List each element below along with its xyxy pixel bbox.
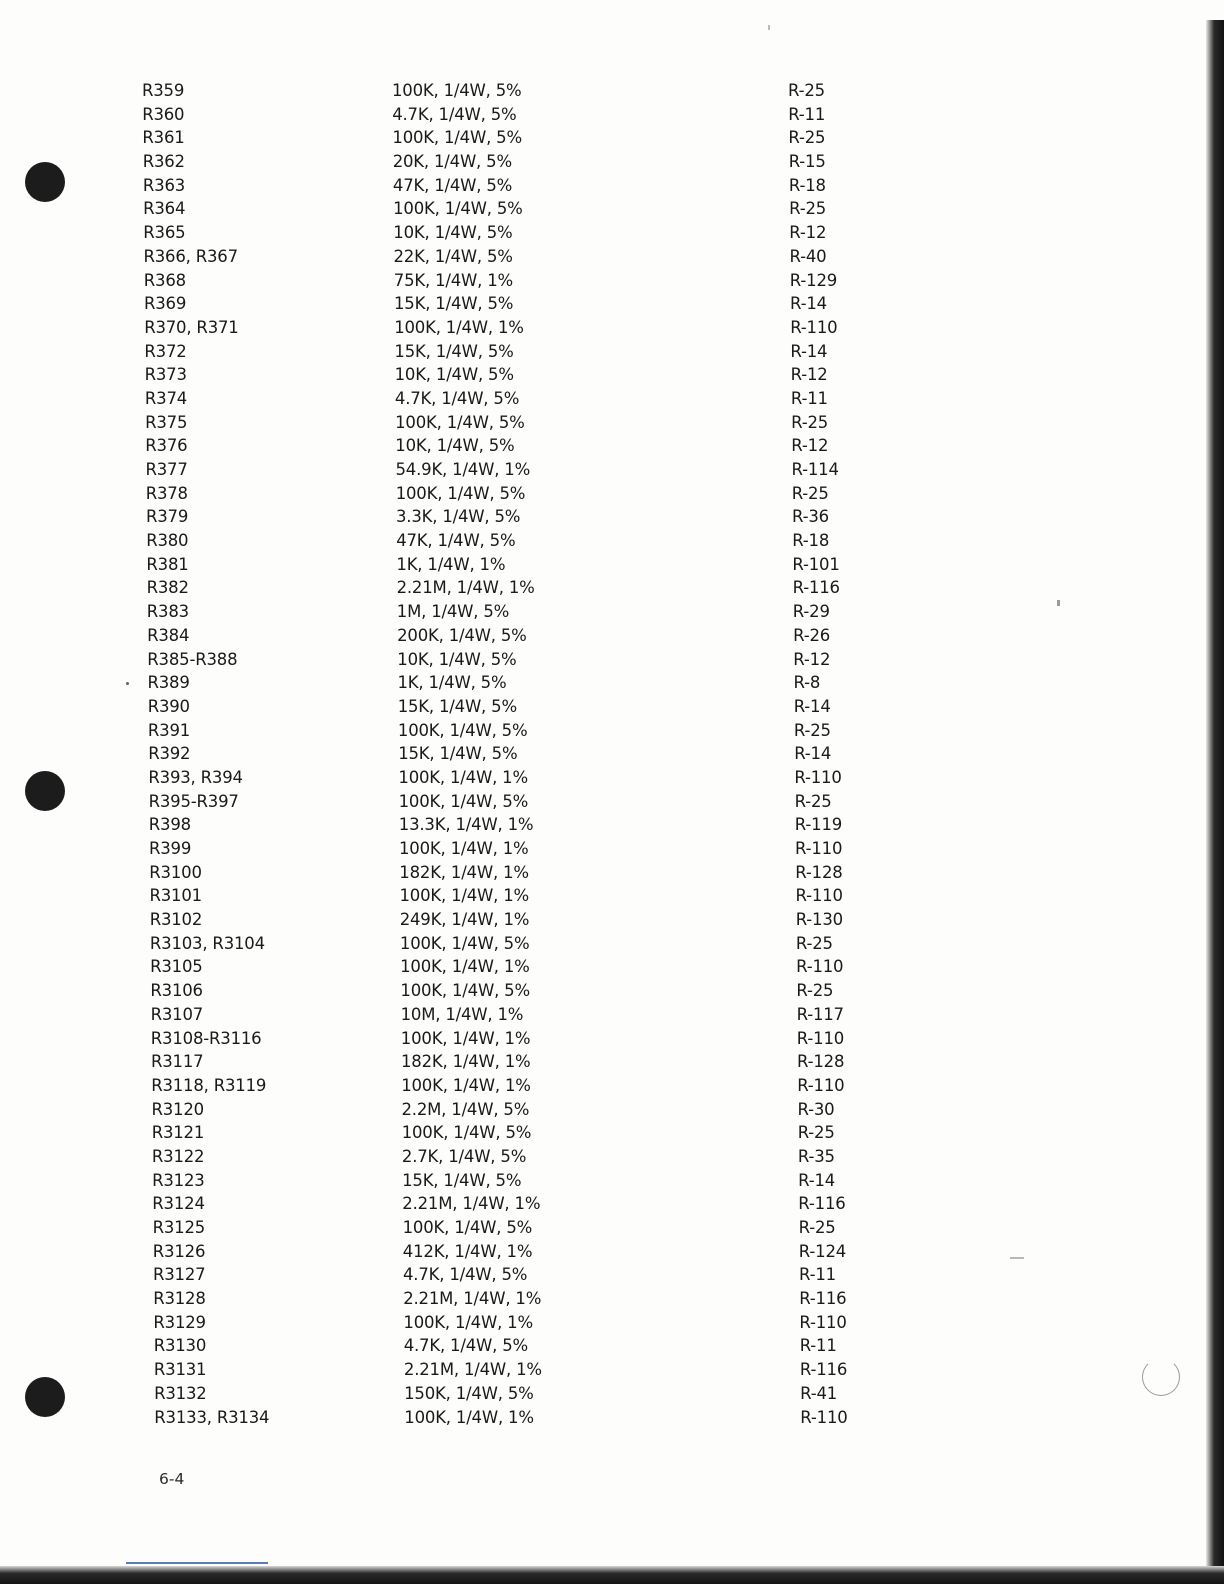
reference-designator: R377	[145, 460, 188, 479]
list-item	[0, 126, 1224, 150]
part-number: R-14	[798, 1170, 836, 1190]
list-item	[0, 1192, 1224, 1216]
list-item	[0, 1406, 1224, 1430]
reference-designator: R3118, R3119	[151, 1075, 267, 1095]
list-item	[0, 932, 1224, 956]
list-item	[0, 766, 1224, 790]
description: 100K, 1/4W, 5%	[400, 981, 530, 1001]
part-number: R-35	[797, 1146, 835, 1166]
description: 1K, 1/4W, 5%	[397, 673, 507, 693]
description: 100K, 1/4W, 5%	[402, 1218, 533, 1237]
list-item	[0, 1169, 1224, 1193]
part-number: R-124	[798, 1241, 847, 1261]
list-item	[0, 1287, 1224, 1311]
list-item	[0, 955, 1224, 979]
list-item	[0, 79, 1224, 103]
list-item	[0, 1334, 1224, 1358]
part-number: R-11	[799, 1336, 837, 1356]
part-number: R-110	[796, 957, 844, 977]
reference-designator: R3101	[149, 886, 202, 906]
part-number: R-29	[792, 602, 830, 622]
reference-designator: R389	[147, 673, 190, 693]
description: 100K, 1/4W, 5%	[395, 412, 525, 432]
part-number: R-110	[797, 1075, 845, 1095]
description: 3.3K, 1/4W, 5%	[396, 507, 521, 527]
list-item	[0, 979, 1224, 1003]
list-item	[0, 790, 1224, 814]
part-number: R-110	[790, 317, 838, 337]
reference-designator: R3127	[153, 1265, 206, 1285]
reference-designator: R385-R388	[147, 649, 238, 669]
description: 100K, 1/4W, 1%	[401, 1075, 531, 1095]
list-item	[0, 1121, 1224, 1145]
reference-designator: R3132	[154, 1383, 207, 1403]
description: 13.3K, 1/4W, 1%	[398, 815, 534, 835]
part-number: R-40	[789, 246, 827, 266]
part-number: R-25	[788, 128, 826, 148]
part-number: R-25	[794, 791, 832, 811]
description: 20K, 1/4W, 5%	[392, 152, 512, 172]
reference-designator: R382	[146, 578, 189, 598]
reference-designator: R360	[142, 104, 185, 124]
description: 100K, 1/4W, 1%	[398, 767, 528, 787]
reference-designator: R395-R397	[148, 791, 239, 811]
description: 4.7K, 1/4W, 5%	[392, 104, 517, 124]
part-number: R-116	[798, 1194, 846, 1214]
list-item	[0, 624, 1224, 648]
part-number: R-25	[789, 199, 827, 219]
parts-list	[0, 79, 1224, 1429]
description: 100K, 1/4W, 1%	[399, 839, 529, 858]
list-item	[0, 482, 1224, 506]
reference-designator: R3123	[152, 1170, 205, 1190]
reference-designator: R3122	[151, 1146, 205, 1166]
reference-designator: R3100	[149, 862, 202, 882]
reference-designator: R392	[148, 744, 191, 764]
description: 15K, 1/4W, 5%	[397, 696, 517, 716]
reference-designator: R3107	[150, 1004, 204, 1024]
list-item	[0, 197, 1224, 221]
list-item	[0, 648, 1224, 672]
list-item	[0, 434, 1224, 458]
description: 2.21M, 1/4W, 1%	[403, 1289, 542, 1309]
list-item	[0, 576, 1224, 600]
part-number: R-36	[792, 507, 829, 527]
description: 100K, 1/4W, 5%	[401, 1123, 532, 1143]
part-number: R-25	[798, 1218, 836, 1237]
part-number: R-11	[799, 1265, 836, 1285]
list-item	[0, 1098, 1224, 1122]
list-item	[0, 908, 1224, 932]
part-number: R-116	[799, 1289, 847, 1309]
part-number: R-12	[793, 649, 831, 669]
reference-designator: R375	[145, 412, 188, 432]
description: 10K, 1/4W, 5%	[393, 223, 513, 243]
reference-designator: R361	[142, 128, 185, 148]
reference-designator: R3102	[149, 910, 203, 930]
list-item	[0, 742, 1224, 766]
description: 249K, 1/4W, 1%	[399, 910, 530, 930]
reference-designator: R378	[145, 483, 188, 503]
reference-designator: R363	[142, 175, 186, 195]
description: 1K, 1/4W, 1%	[396, 554, 506, 574]
part-number: R-130	[795, 910, 843, 930]
part-number: R-8	[793, 673, 821, 693]
description: 10K, 1/4W, 5%	[394, 365, 514, 385]
reference-designator: R3124	[152, 1194, 205, 1214]
list-item	[0, 1216, 1224, 1240]
description: 15K, 1/4W, 5%	[394, 341, 514, 361]
part-number: R-128	[795, 862, 843, 882]
part-number: R-11	[788, 104, 826, 124]
description: 47K, 1/4W, 5%	[396, 531, 516, 551]
list-item	[0, 174, 1224, 198]
reference-designator: R368	[143, 270, 186, 290]
page-number: 6-4	[159, 1470, 185, 1488]
description: 100K, 1/4W, 5%	[392, 128, 522, 148]
list-item	[0, 719, 1224, 743]
list-item	[0, 1003, 1224, 1027]
description: 10K, 1/4W, 5%	[395, 436, 515, 456]
list-item	[0, 861, 1224, 885]
reference-designator: R3129	[153, 1312, 206, 1332]
scan-speck	[768, 25, 770, 30]
reference-designator: R383	[146, 602, 189, 622]
description: 100K, 1/4W, 1%	[403, 1312, 533, 1332]
part-number: R-110	[796, 1028, 845, 1048]
list-item	[0, 884, 1224, 908]
list-item	[0, 813, 1224, 837]
description: 100K, 1/4W, 5%	[393, 199, 523, 219]
part-number: R-101	[792, 554, 840, 574]
description: 15K, 1/4W, 5%	[398, 744, 518, 764]
part-number: R-128	[797, 1052, 845, 1072]
part-number: R-117	[796, 1004, 844, 1024]
list-item	[0, 1074, 1224, 1098]
part-number: R-114	[791, 460, 839, 479]
reference-designator: R366, R367	[143, 246, 238, 266]
list-item	[0, 387, 1224, 411]
part-number: R-25	[796, 981, 834, 1001]
bottom-rule	[126, 1562, 268, 1564]
description: 15K, 1/4W, 5%	[402, 1170, 522, 1190]
list-item	[0, 411, 1224, 435]
reference-designator: R3117	[151, 1052, 204, 1072]
part-number: R-18	[788, 175, 826, 195]
description: 10K, 1/4W, 5%	[397, 649, 517, 669]
list-item	[0, 150, 1224, 174]
part-number: R-119	[794, 815, 843, 835]
part-number: R-14	[790, 294, 827, 314]
description: 100K, 1/4W, 5%	[395, 483, 526, 503]
reference-designator: R376	[145, 436, 188, 456]
reference-designator: R391	[147, 720, 191, 740]
description: 75K, 1/4W, 1%	[393, 270, 514, 290]
reference-designator: R3103, R3104	[149, 933, 265, 953]
list-item	[0, 245, 1224, 269]
description: 4.7K, 1/4W, 5%	[403, 1265, 528, 1285]
description: 2.21M, 1/4W, 1%	[402, 1194, 541, 1214]
description: 100K, 1/4W, 1%	[399, 886, 530, 906]
description: 2.21M, 1/4W, 1%	[396, 578, 535, 598]
list-item	[0, 529, 1224, 553]
list-item	[0, 458, 1224, 482]
list-item	[0, 553, 1224, 577]
list-item	[0, 837, 1224, 861]
part-number: R-12	[789, 223, 827, 243]
reference-designator: R399	[149, 839, 192, 858]
description: 2.7K, 1/4W, 5%	[401, 1146, 527, 1166]
part-number: R-116	[792, 578, 840, 598]
part-number: R-18	[792, 531, 830, 551]
list-item	[0, 1240, 1224, 1264]
page-bottom-shadow	[0, 1566, 1224, 1584]
part-number: R-25	[793, 720, 831, 740]
part-number: R-25	[795, 933, 833, 953]
part-number: R-41	[800, 1383, 838, 1403]
reference-designator: R3133, R3134	[154, 1407, 270, 1427]
list-item	[0, 1050, 1224, 1074]
list-item	[0, 221, 1224, 245]
description: 100K, 1/4W, 5%	[399, 933, 530, 953]
part-number: R-110	[795, 886, 843, 906]
list-item	[0, 292, 1224, 316]
description: 100K, 1/4W, 1%	[404, 1407, 534, 1427]
description: 100K, 1/4W, 1%	[394, 317, 524, 337]
list-item	[0, 1311, 1224, 1335]
description: 54.9K, 1/4W, 1%	[395, 460, 531, 479]
part-number: R-30	[797, 1099, 835, 1119]
reference-designator: R3105	[150, 957, 203, 977]
part-number: R-110	[800, 1407, 848, 1427]
description: 1M, 1/4W, 5%	[396, 602, 510, 622]
part-number: R-11	[790, 388, 828, 408]
description: 412K, 1/4W, 1%	[402, 1241, 533, 1261]
part-number: R-12	[791, 436, 829, 456]
list-item	[0, 695, 1224, 719]
reference-designator: R3130	[153, 1336, 207, 1356]
list-item	[0, 363, 1224, 387]
description: 100K, 1/4W, 5%	[398, 791, 529, 811]
reference-designator: R364	[143, 199, 186, 219]
reference-designator: R3131	[153, 1360, 207, 1380]
reference-designator: R359	[142, 81, 185, 100]
reference-designator: R393, R394	[148, 767, 243, 787]
list-item	[0, 600, 1224, 624]
reference-designator: R374	[144, 388, 188, 408]
description: 200K, 1/4W, 5%	[397, 625, 527, 645]
part-number: R-116	[799, 1360, 848, 1380]
description: 47K, 1/4W, 5%	[392, 175, 513, 195]
description: 100K, 1/4W, 5%	[397, 720, 528, 740]
list-item	[0, 1027, 1224, 1051]
reference-designator: R3106	[150, 981, 203, 1001]
part-number: R-110	[795, 839, 843, 858]
description: 2.2M, 1/4W, 5%	[401, 1099, 530, 1119]
reference-designator: R379	[146, 507, 189, 527]
reference-designator: R3125	[152, 1218, 206, 1237]
reference-designator: R3120	[151, 1099, 204, 1119]
list-item	[0, 505, 1224, 529]
description: 15K, 1/4W, 5%	[394, 294, 514, 314]
reference-designator: R3108-R3116	[150, 1028, 262, 1048]
description: 182K, 1/4W, 1%	[401, 1052, 531, 1072]
description: 182K, 1/4W, 1%	[399, 862, 529, 882]
description: 4.7K, 1/4W, 5%	[403, 1336, 528, 1356]
part-number: R-25	[791, 412, 829, 432]
part-number: R-14	[794, 744, 832, 764]
reference-designator: R380	[146, 531, 189, 551]
reference-designator: R3121	[151, 1123, 205, 1143]
part-number: R-110	[794, 767, 842, 787]
reference-designator: R362	[142, 152, 185, 172]
reference-designator: R373	[144, 365, 187, 385]
part-number: R-25	[791, 483, 829, 503]
description: 22K, 1/4W, 5%	[393, 246, 513, 266]
description: 2.21M, 1/4W, 1%	[403, 1360, 542, 1380]
part-number: R-14	[793, 696, 831, 716]
part-number: R-26	[793, 625, 831, 645]
part-number: R-25	[797, 1123, 835, 1143]
part-number: R-110	[799, 1312, 847, 1332]
list-item	[0, 1145, 1224, 1169]
reference-designator: R365	[143, 223, 186, 243]
list-item	[0, 316, 1224, 340]
list-item	[0, 1382, 1224, 1406]
part-number: R-25	[788, 81, 825, 100]
part-number: R-129	[789, 270, 838, 290]
part-number: R-15	[788, 152, 826, 172]
reference-designator: R369	[144, 294, 187, 314]
list-item	[0, 103, 1224, 127]
reference-designator: R390	[147, 696, 190, 716]
list-item	[0, 671, 1224, 695]
description: 100K, 1/4W, 5%	[392, 81, 522, 100]
description: 10M, 1/4W, 1%	[400, 1004, 524, 1024]
reference-designator: R3128	[153, 1289, 206, 1309]
description: 100K, 1/4W, 1%	[400, 1028, 531, 1048]
list-item	[0, 1358, 1224, 1382]
part-number: R-14	[790, 341, 828, 361]
part-number: R-12	[790, 365, 828, 385]
reference-designator: R372	[144, 341, 187, 361]
description: 100K, 1/4W, 1%	[400, 957, 530, 977]
list-item	[0, 269, 1224, 293]
list-item	[0, 1263, 1224, 1287]
description: 150K, 1/4W, 5%	[404, 1383, 534, 1403]
reference-designator: R398	[148, 815, 191, 835]
description: 4.7K, 1/4W, 5%	[394, 388, 520, 408]
reference-designator: R3126	[152, 1241, 206, 1261]
list-item	[0, 340, 1224, 364]
reference-designator: R370, R371	[144, 317, 239, 337]
reference-designator: R384	[147, 625, 190, 645]
reference-designator: R381	[146, 554, 189, 574]
